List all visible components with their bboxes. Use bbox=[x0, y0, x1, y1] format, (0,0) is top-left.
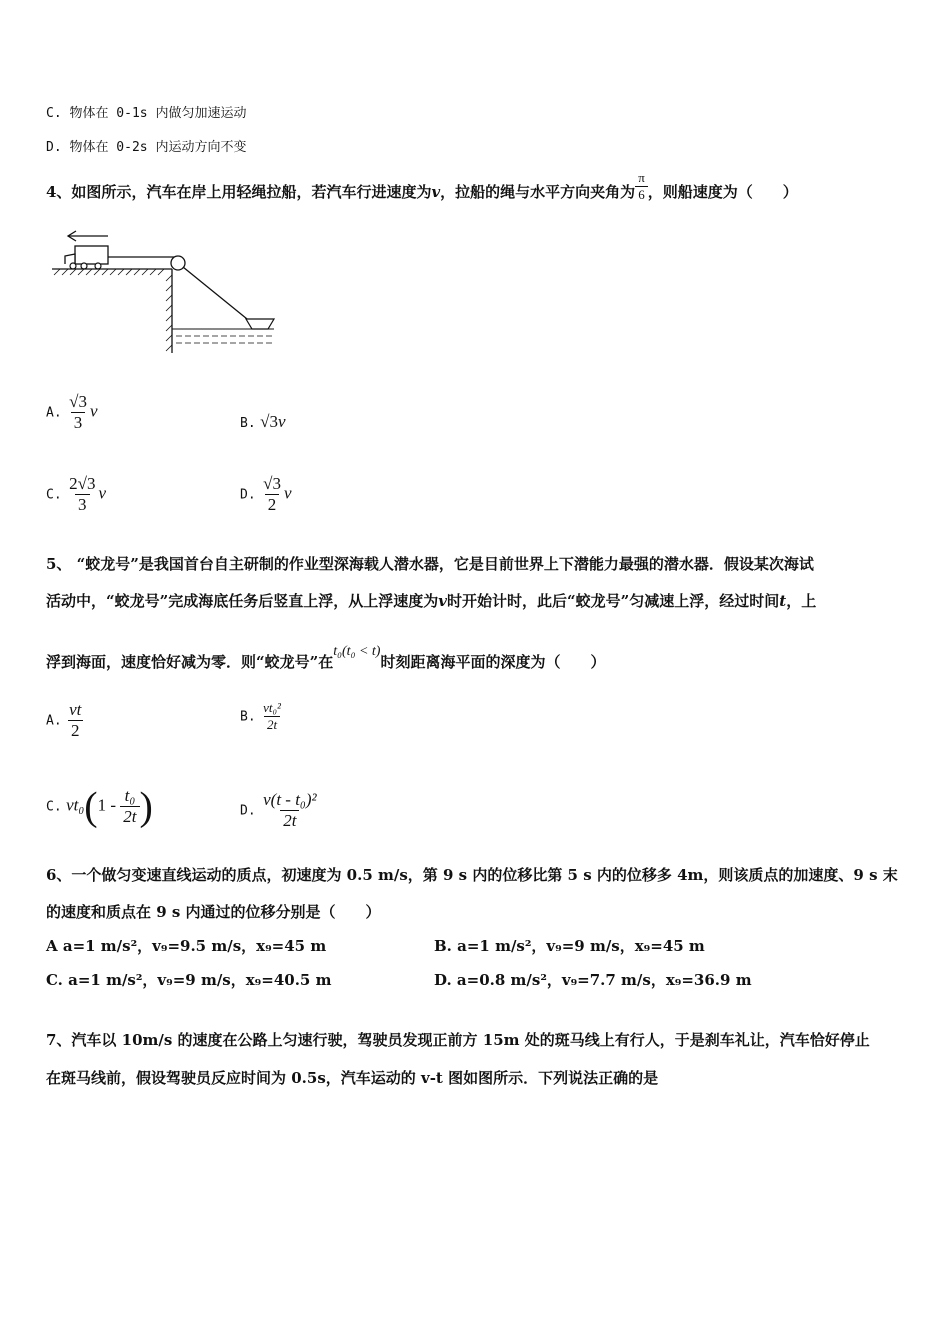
q4-stem: 4、如图所示，汽车在岸上用轻绳拉船，若汽车行进速度为v，拉船的绳与水平方向夹角为 $\frac{\pi}{6}$ ，则船速度为（ ） bbox=[46, 169, 798, 202]
q5-option-c: C. vt₀(1 - $\frac{\text{t₀}}{2t}$ ) bbox=[46, 783, 153, 829]
q5-option-b: B. $\frac{\text{vt₀²}}{2t}$ bbox=[240, 700, 281, 732]
q7-stem-line2: 在斑马线前，假设驾驶员反应时间为 0.5s，汽车运动的 v-t 图如图所示．下列说法正确的是 bbox=[46, 1069, 659, 1087]
q4-option-d: D. $\frac{√3}{2}$ v bbox=[240, 474, 292, 514]
q6-stem-line2: 的速度和质点在 9 s 内通过的位移分别是（ ） bbox=[46, 903, 381, 921]
q5-stem-line3: 浮到海面，速度恰好减为零．则“蛟龙号”在t₀(t₀ < t)时刻距离海平面的深度为（ ） bbox=[46, 644, 606, 671]
q5-stem-line2: 活动中，“蛟龙号”完成海底任务后竖直上浮，从上浮速度为v时开始计时，此后“蛟龙号”匀减速上浮，经过时间t，上 bbox=[46, 592, 817, 610]
q3-option-d: D. 物体在 0-2s 内运动方向不变 bbox=[46, 140, 247, 155]
q6-option-b: B. a=1 m/s²，v₉=9 m/s，x₉=45 m bbox=[434, 937, 705, 955]
q5-option-a: A. $\frac{vt}{2}$ bbox=[46, 700, 82, 740]
angle-fraction: $\frac{\pi}{6}$ bbox=[635, 170, 648, 203]
q6-stem-line1: 6、一个做匀变速直线运动的质点，初速度为 0.5 m/s，第 9 s 内的位移比第 5 s 内的位移多 4m，则该质点的加速度、9 s 末 bbox=[46, 866, 898, 884]
q4-option-b: B. √3v bbox=[240, 412, 286, 431]
q6-option-c: C. a=1 m/s²，v₉=9 m/s，x₉=40.5 m bbox=[46, 971, 332, 989]
q6-option-a: A a=1 m/s²，v₉=9.5 m/s，x₉=45 m bbox=[46, 937, 327, 955]
q5-option-d: D. $\frac{\text{v(t - t₀)²}}{2t}$ bbox=[240, 790, 317, 830]
q4-option-a: A. $\frac{√3}{3}$ v bbox=[46, 392, 98, 432]
car-boat-figure bbox=[48, 225, 280, 357]
t0-condition: t₀(t₀ < t) bbox=[333, 644, 381, 659]
q3-option-c: C. 物体在 0-1s 内做匀加速运动 bbox=[46, 106, 247, 121]
q7-stem-line1: 7、汽车以 10m/s 的速度在公路上匀速行驶，驾驶员发现正前方 15m 处的斑马线上有行人，于是刹车礼让，汽车恰好停止 bbox=[46, 1031, 870, 1049]
q6-option-d: D. a=0.8 m/s²，v₉=7.7 m/s，x₉=36.9 m bbox=[434, 971, 752, 989]
q5-stem-line1: 5、 “蛟龙号”是我国首台自主研制的作业型深海载人潜水器，它是目前世界上下潜能力最强的潜水器．假设某次海试 bbox=[46, 555, 814, 573]
q4-option-c: C. $\frac{2√3}{3}$ v bbox=[46, 474, 106, 514]
